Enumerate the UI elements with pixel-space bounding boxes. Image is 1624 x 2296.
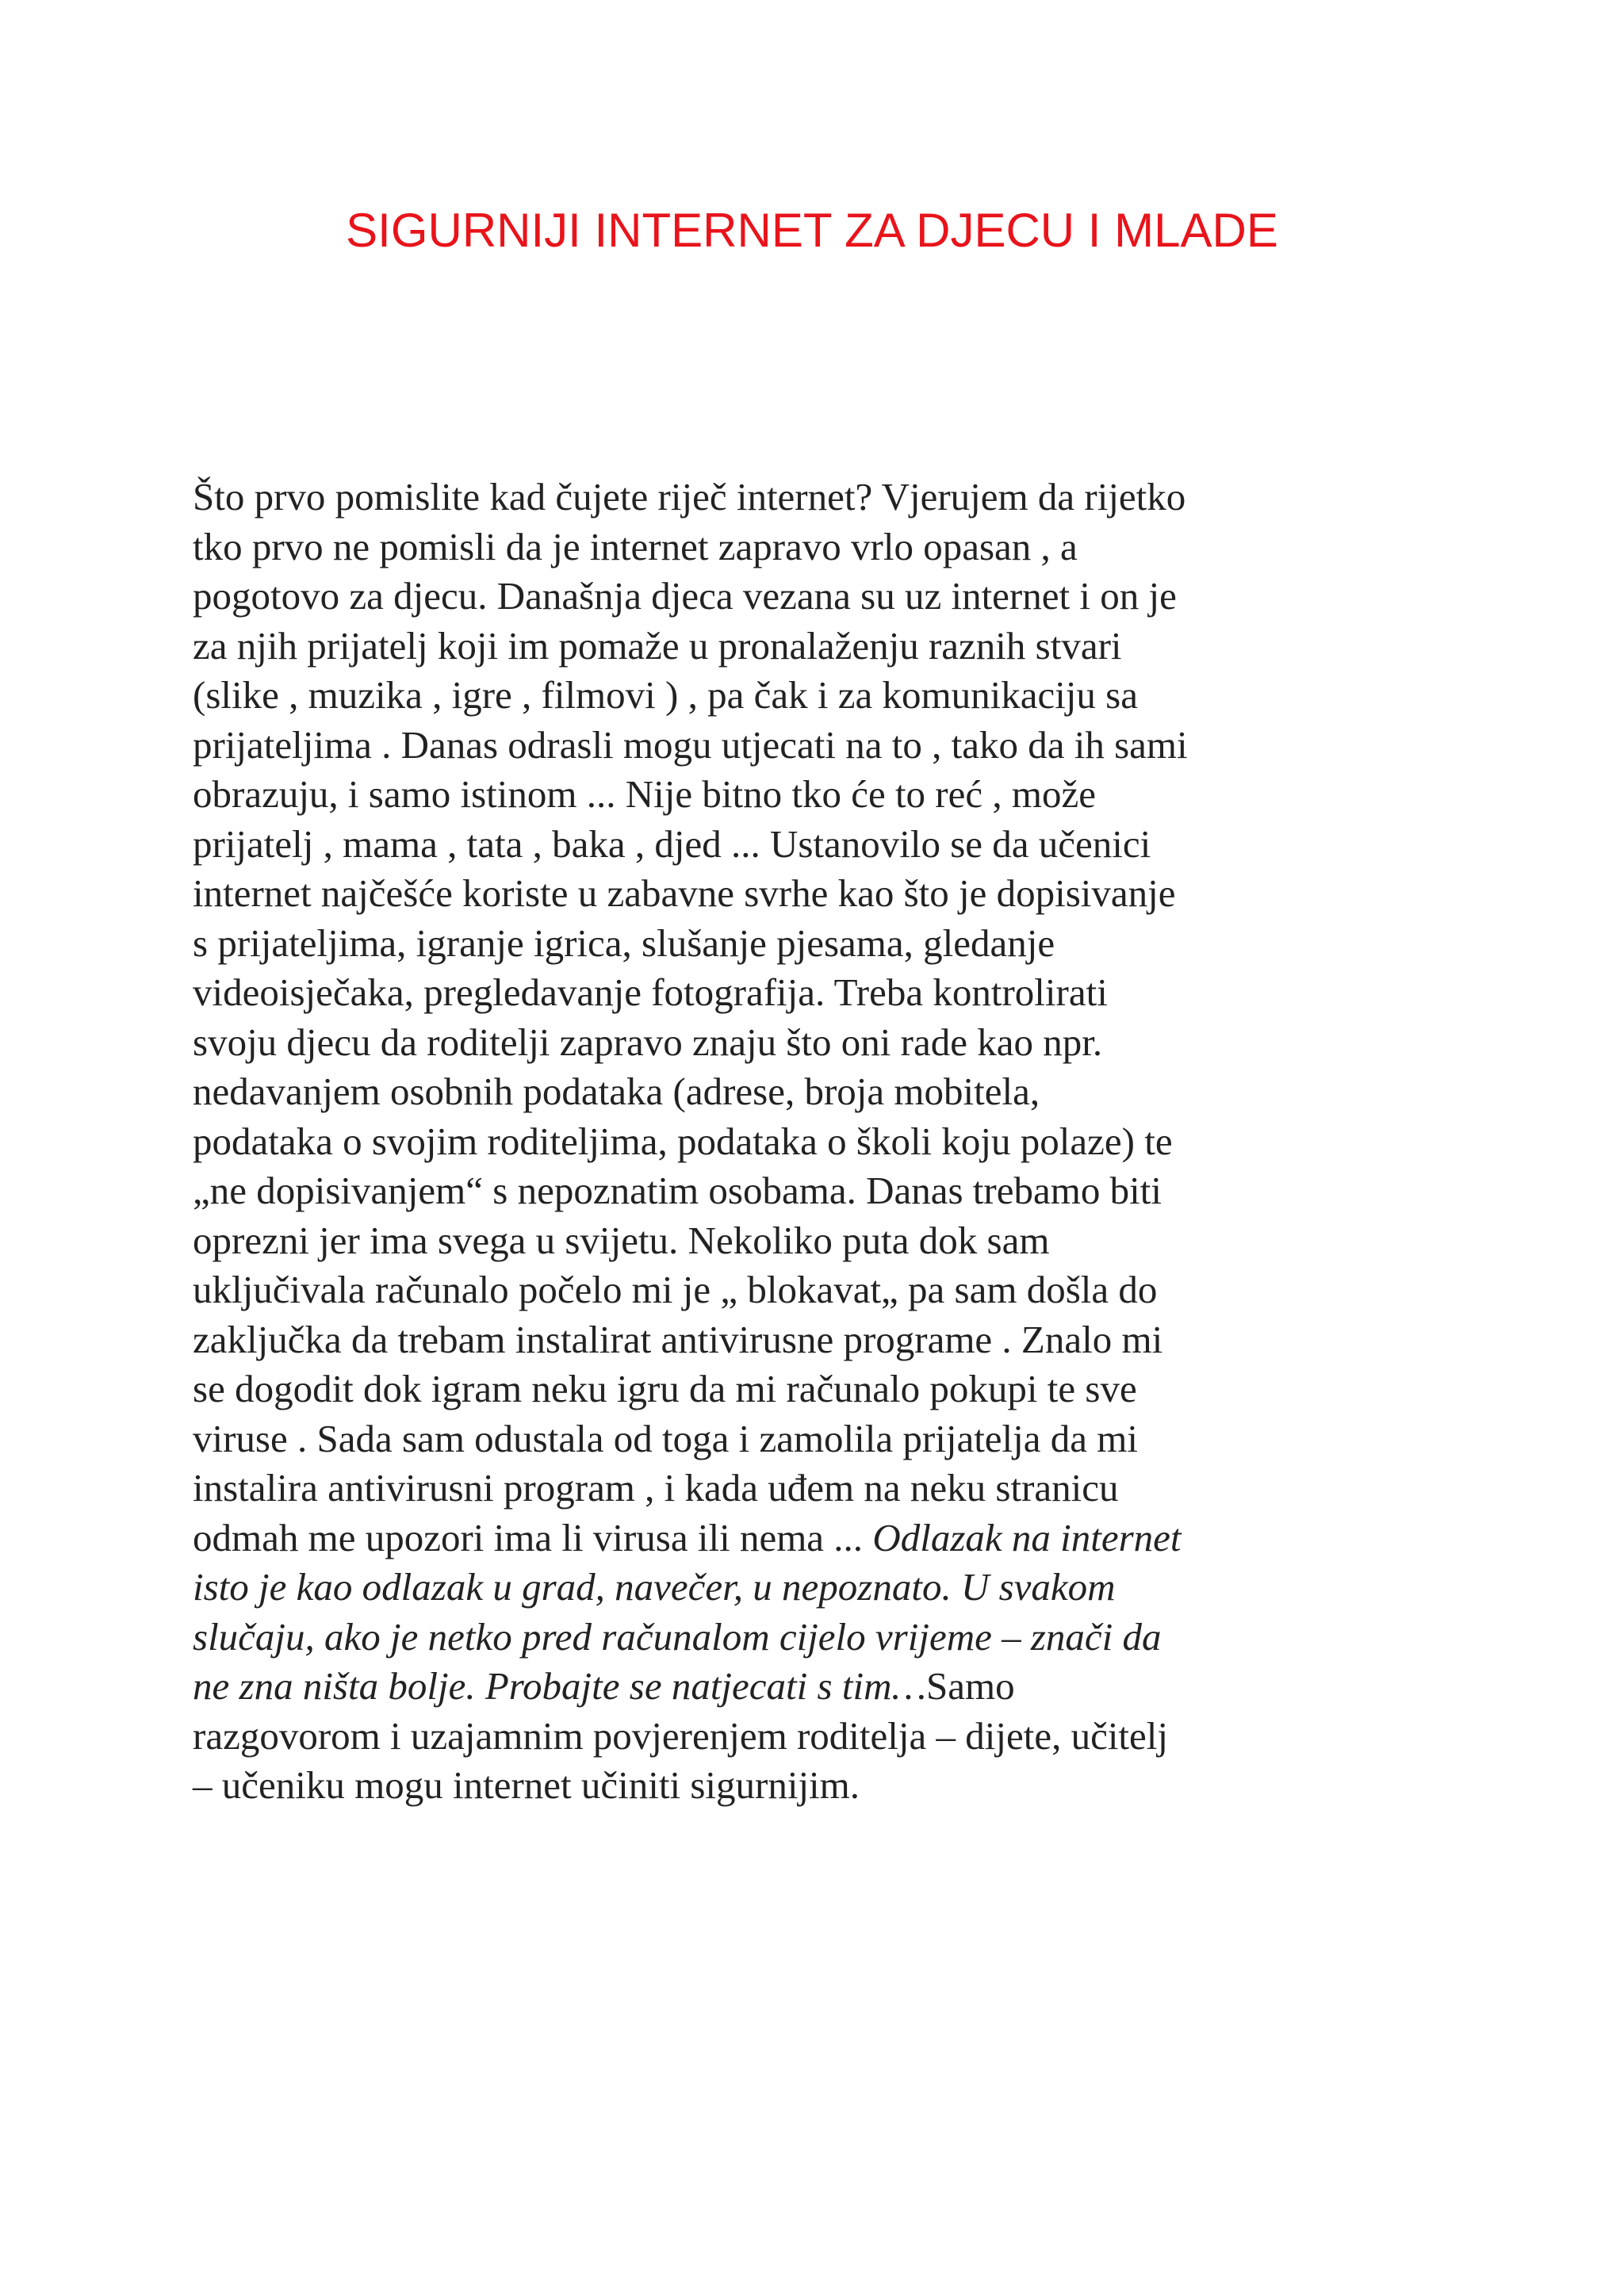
text-run: razgovorom i uzajamnim povjerenjem roditelja – dijete, učitelj (193, 1713, 1169, 1758)
text-line (193, 622, 1446, 672)
text-run: nedavanjem osobnih podataka (adrese, broja mobitela, (193, 1070, 1040, 1113)
text-run: instalira antivirusni program , i kada uđem na neku stranicu (193, 1466, 1119, 1510)
text-run: – učeniku mogu internet učiniti sigurnijim. (193, 1763, 860, 1807)
text-run: podataka o svojim roditeljima, podataka o školi koju polaze) te (193, 1119, 1173, 1163)
text-line (193, 572, 1446, 622)
text-line (193, 1563, 1446, 1613)
text-line (193, 1166, 1446, 1216)
text-run: Što prvo pomislite kad čujete riječ internet? Vjerujem da rijetko (193, 475, 1186, 519)
text-line (193, 1662, 1446, 1712)
italic-run: slučaju, ako je netko pred računalom cijelo vrijeme – znači da (193, 1614, 1162, 1659)
text-line (193, 473, 1446, 522)
italic-run: isto je kao odlazak u grad, navečer, u nepoznato. U svakom (193, 1565, 1116, 1609)
text-line (193, 1315, 1446, 1365)
text-run: internet najčešće koriste u zabavne svrhe kao što je dopisivanje (193, 871, 1176, 915)
text-run: se dogodit dok igram neku igru da mi računalo pokupi te sve (193, 1367, 1137, 1410)
text-line (193, 770, 1446, 820)
text-run: videoisječaka, pregledavanje fotografija. Treba kontrolirati (193, 970, 1108, 1014)
text-run: obrazuju, i samo istinom ... Nije bitno tko će to reć , može (193, 772, 1096, 816)
text-run: pogotovo za djecu. Današnja djeca vezana su uz internet i on je (193, 574, 1177, 618)
text-run: viruse . Sada sam odustala od toga i zamolila prijatelja da mi (193, 1416, 1139, 1460)
text-line (193, 1712, 1446, 1762)
text-line (193, 1513, 1446, 1563)
text-run: odmah me upozori ima li virusa ili nema ... (193, 1515, 873, 1559)
text-line (193, 1761, 1446, 1811)
text-line (193, 1265, 1446, 1315)
text-line (193, 820, 1446, 870)
text-line (193, 919, 1446, 969)
text-line (193, 1018, 1446, 1068)
text-line (193, 1067, 1446, 1117)
text-line (193, 522, 1446, 572)
document-title: SIGURNIJI INTERNET ZA DJECU I MLADE (346, 204, 1278, 257)
text-line (193, 1216, 1446, 1266)
text-run: (slike , muzika , igre , filmovi ) , pa čak i za komunikaciju sa (193, 673, 1138, 717)
body-paragraph (193, 473, 1446, 1811)
text-run: oprezni jer ima svega u svijetu. Nekoliko puta dok sam (193, 1218, 1050, 1262)
text-run: uključivala računalo počelo mi je „ blokavat„ pa sam došla do (193, 1268, 1158, 1311)
italic-run: Odlazak na internet (872, 1515, 1182, 1559)
text-line (193, 869, 1446, 919)
text-run: „ne dopisivanjem“ s nepoznatim osobama. Danas trebamo biti (193, 1169, 1162, 1212)
text-run: tko prvo ne pomisli da je internet zapravo vrlo opasan , a (193, 524, 1078, 568)
text-line (193, 1613, 1446, 1663)
text-line (193, 1117, 1446, 1167)
text-run: prijateljima . Danas odrasli mogu utjecati na to , tako da ih sami (193, 722, 1188, 767)
text-run: za njih prijatelj koji im pomaže u pronalaženju raznih stvari (193, 623, 1122, 668)
text-line (193, 1464, 1446, 1513)
italic-run: ne zna ništa bolje. Probajte se natjecati s tim… (193, 1664, 927, 1708)
text-run: s prijateljima, igranje igrica, slušanje pjesama, gledanje (193, 920, 1055, 965)
text-run: Samo (926, 1664, 1015, 1708)
text-line (193, 968, 1446, 1018)
text-run: prijatelj , mama , tata , baka , djed ... Ustanovilo se da učenici (193, 821, 1151, 866)
text-run: svoju djecu da roditelji zapravo znaju što oni rade kao npr. (193, 1020, 1103, 1064)
text-run: zaključka da trebam instalirat antivirusne programe . Znalo mi (193, 1317, 1163, 1361)
text-line (193, 671, 1446, 721)
text-line (193, 721, 1446, 771)
text-line (193, 1364, 1446, 1414)
text-line (193, 1414, 1446, 1464)
